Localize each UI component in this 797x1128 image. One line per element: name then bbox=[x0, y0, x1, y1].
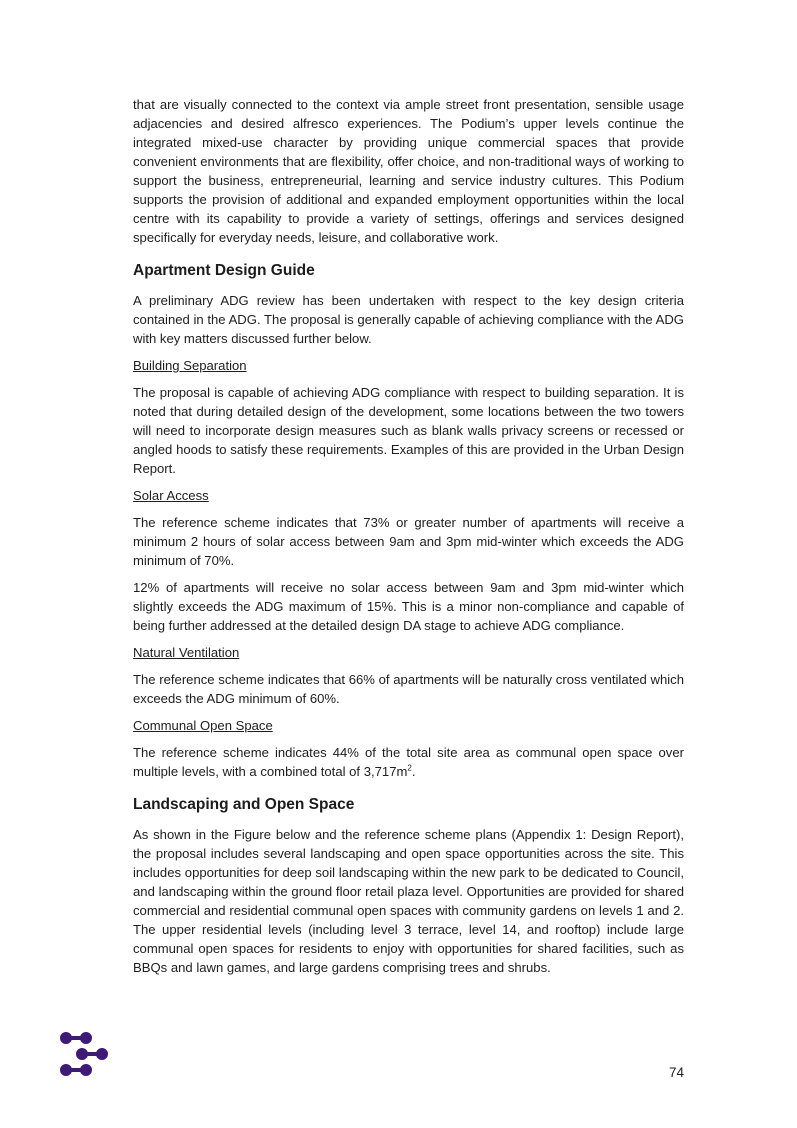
natural-ventilation-title: Natural Ventilation bbox=[133, 645, 240, 660]
solar-access-text-2: 12% of apartments will receive no solar access between 9am and 3pm mid-winter which slightly exceeds the ADG maximum of 15%. This is a minor non-compliance and capable of being further addressed at the detailed design DA stage to achieve ADG compliance. bbox=[133, 580, 684, 633]
landscaping-text: As shown in the Figure below and the reference scheme plans (Appendix 1: Design Report), the proposal includes several landscaping and open space opportunities across the site. This includes opportunities for deep soil landscaping within the new park to be dedicated to Council, and landscaping within the ground floor retail plaza level. Opportunities are provided for shared commercial and residential communal open spaces with community gardens on levels 1 and 2. The upper residential levels (including level 3 terrace, level 14, and rooftop) include large communal open spaces for residents to enjoy with opportunities for shared facilities, such as BBQs and lawn games, and large gardens comprising trees and shrubs. bbox=[133, 827, 684, 975]
communal-open-space-body: The reference scheme indicates 44% of the total site area as communal open space over multiple levels, with a combined total of 3,717m bbox=[133, 745, 684, 779]
document-body bbox=[133, 95, 684, 977]
building-separation-text: The proposal is capable of achieving ADG compliance with respect to building separation. It is noted that during detailed design of the development, some locations between the two towers will need to incorporate design measures such as blank walls privacy screens or recessed or angled hoods to satisfy these requirements. Examples of this are provided in the Urban Design Report. bbox=[133, 385, 684, 476]
intro-paragraph: that are visually connected to the context via ample street front presentation, sensible usage adjacencies and desired alfresco experiences. The Podium’s upper levels continue the integrated mixed-use character by providing unique commercial spaces that provide convenient environments that are flexibility, offer choice, and non-traditional ways of working to support the business, entrepreneurial, learning and service industry cultures. This Podium supports the provision of additional and expanded employment opportunities within the local centre with its capability to provide a variety of settings, offerings and services designed specifically for everyday needs, leisure, and collaborative work. bbox=[133, 97, 684, 245]
adg-heading: Apartment Design Guide bbox=[133, 262, 315, 279]
brand-logo-icon bbox=[58, 1029, 112, 1079]
landscaping-heading: Landscaping and Open Space bbox=[133, 796, 355, 813]
communal-open-space-text bbox=[133, 743, 684, 781]
solar-access-text-1: The reference scheme indicates that 73% or greater number of apartments will receive a minimum 2 hours of solar access between 9am and 3pm mid-winter which exceeds the ADG minimum of 70%. bbox=[133, 515, 684, 568]
solar-access-title: Solar Access bbox=[133, 488, 209, 503]
area-superscript: 2 bbox=[407, 763, 412, 773]
adg-intro: A preliminary ADG review has been undertaken with respect to the key design criteria contained in the ADG. The proposal is generally capable of achieving compliance with the ADG with key matters discussed further below. bbox=[133, 293, 684, 346]
communal-open-space-end: . bbox=[411, 764, 416, 779]
natural-ventilation-text: The reference scheme indicates that 66% of apartments will be naturally cross ventilated which exceeds the ADG minimum of 60%. bbox=[133, 672, 684, 706]
communal-open-space-title: Communal Open Space bbox=[133, 718, 273, 733]
page-number: 74 bbox=[668, 1065, 684, 1080]
building-separation-title: Building Separation bbox=[133, 358, 247, 373]
brand-logo-svg bbox=[58, 1029, 112, 1079]
